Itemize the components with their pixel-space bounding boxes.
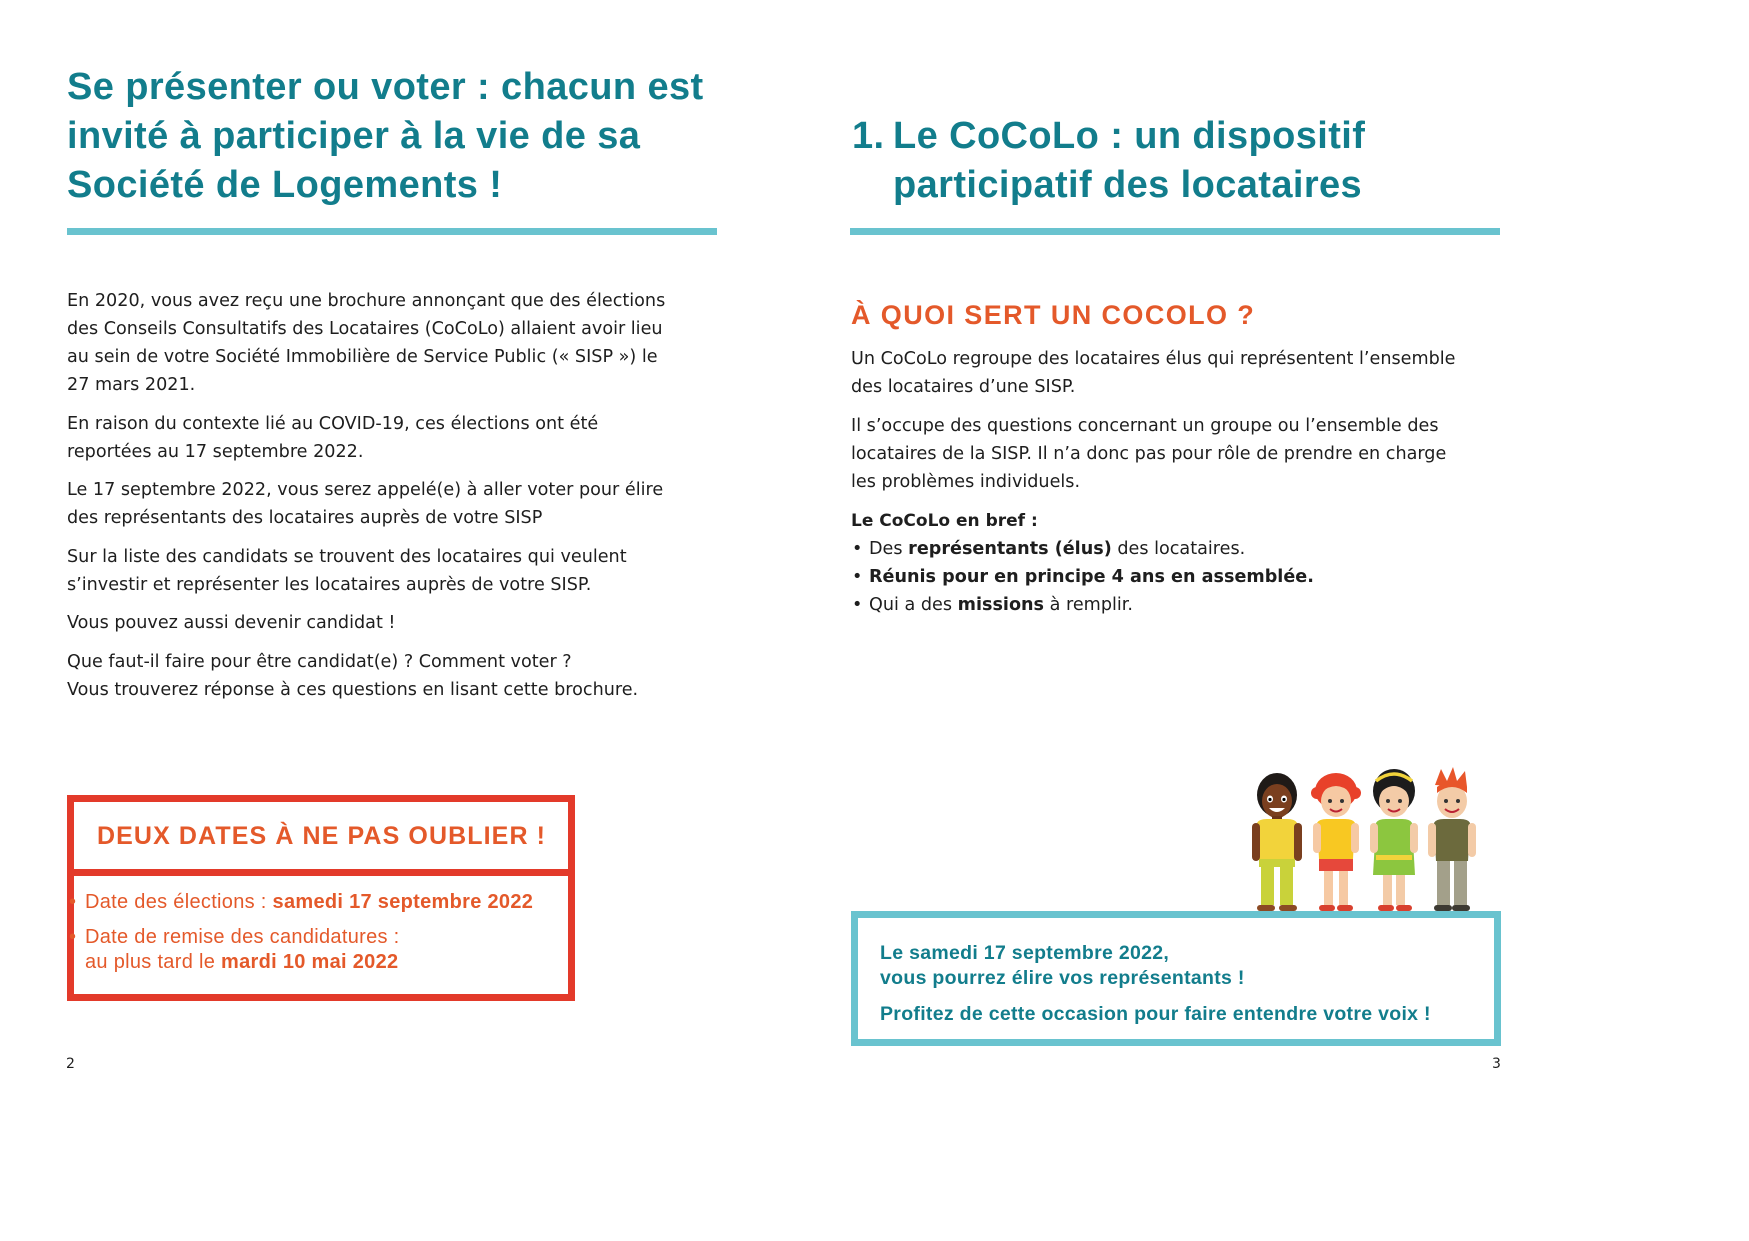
key-dates-divider [74,869,568,876]
deadline-label: Date de remise des candidatures : [85,926,400,948]
title-line: Société de Logements ! [67,164,503,206]
item-bold-text: missions [957,594,1045,615]
text-line: Un CoCoLo regroupe des locataires élus qui représentent l’ensemble [851,349,1456,369]
title-line: Le CoCoLo : un dispositif [893,115,1366,157]
title-line: invité à participer à la vie de sa [67,115,641,157]
item-bold-text: Réunis pour en principe 4 ans en assemblée. [869,566,1314,587]
right-page-title [852,112,1552,210]
key-dates-box [67,795,575,1001]
left-page-title [67,63,767,210]
text-line: au sein de votre Société Immobilière de Service Public (« SISP ») le [67,347,658,367]
candidate-paragraph [67,609,727,637]
text-line: Vous trouverez réponse à ces questions en lisant cette brochure. [67,679,639,700]
text-line: des Conseils Consultatifs des Locataires (CoCoLo) allaient avoir lieu [67,319,663,339]
questions-paragraph [67,648,727,704]
candidate-list-paragraph [67,543,727,599]
item-text: des locataires. [1111,538,1246,559]
text-line: Le 17 septembre 2022, vous serez appelé(e) à aller voter pour élire [67,480,664,500]
key-dates-heading: DEUX DATES À NE PAS OUBLIER ! [97,822,547,850]
bullet-icon: • [69,891,77,913]
item-text: Des [869,538,909,559]
key-dates-list [69,890,569,985]
covid-paragraph [67,410,727,466]
callout-message [880,941,1480,991]
text-line: Que faut-il faire pour être candidat(e) ? Comment voter ? [67,651,572,672]
in-brief-list [851,535,1521,619]
deadline-label-prefix: au plus tard le [85,951,221,973]
vote-paragraph [67,476,727,532]
text-line: des locataires d’une SISP. [851,377,1076,397]
definition-paragraph [851,345,1521,401]
election-date: samedi 17 septembre 2022 [272,891,534,913]
text-line: locataires de la SISP. Il n’a donc pas pour rôle de prendre en charge [851,443,1447,464]
page-number: 3 [1492,1056,1501,1072]
right-page [780,0,1558,1100]
list-item [851,535,1521,563]
page-number: 2 [66,1056,75,1072]
election-callout-box [851,911,1501,1046]
callout-message [880,1002,1480,1027]
intro-text [67,287,727,714]
cocolo-description [851,345,1521,619]
child-figure [1252,773,1302,911]
deadline-item [69,925,569,975]
text-line: Sur la liste des candidats se trouvent des locataires qui veulent [67,546,627,567]
text-line: Il s’occupe des questions concernant un groupe ou l’ensemble des [851,415,1439,436]
four-children-illustration [1245,763,1485,915]
callout-line: Profitez de cette occasion pour faire entendre votre voix ! [880,1003,1431,1025]
list-item [851,591,1521,619]
text-line: En 2020, vous avez reçu une brochure annonçant que des élections [67,291,666,311]
title-underline [67,228,717,235]
child-figure [1428,767,1476,911]
text-line: les problèmes individuels. [851,471,1081,492]
text-line: des représentants des locataires auprès de votre SISP [67,508,543,528]
intro-paragraph [67,287,727,399]
election-date-item [69,890,569,915]
title-line: participatif des locataires [893,164,1363,206]
scope-paragraph [851,412,1521,496]
text-line: 27 mars 2021. [67,375,196,395]
item-bold-text: représentants (élus) [908,538,1112,559]
section-number: 1. [852,115,885,157]
text-line: Vous pouvez aussi devenir candidat ! [67,613,396,633]
item-text: à remplir. [1044,594,1133,615]
callout-line: Le samedi 17 septembre 2022, [880,942,1170,964]
text-line: reportées au 17 septembre 2022. [67,441,364,462]
title-underline [850,228,1500,235]
title-line: Se présenter ou voter : chacun est [67,66,704,108]
bullet-icon: • [69,926,77,948]
callout-line: vous pourrez élire vos représentants ! [880,967,1245,989]
section-heading: À QUOI SERT UN COCOLO ? [851,300,1256,330]
deadline-date: mardi 10 mai 2022 [221,951,399,973]
in-brief-title: Le CoCoLo en bref : [851,510,1038,531]
list-item [851,563,1521,591]
left-page [0,0,780,1100]
text-line: s’investir et représenter les locataires auprès de votre SISP. [67,574,592,595]
child-figure [1311,773,1361,911]
text-line: En raison du contexte lié au COVID-19, ces élections ont été [67,413,599,434]
child-figure [1370,769,1418,911]
item-text: Qui a des [869,594,958,615]
election-date-label: Date des élections : [85,891,273,913]
